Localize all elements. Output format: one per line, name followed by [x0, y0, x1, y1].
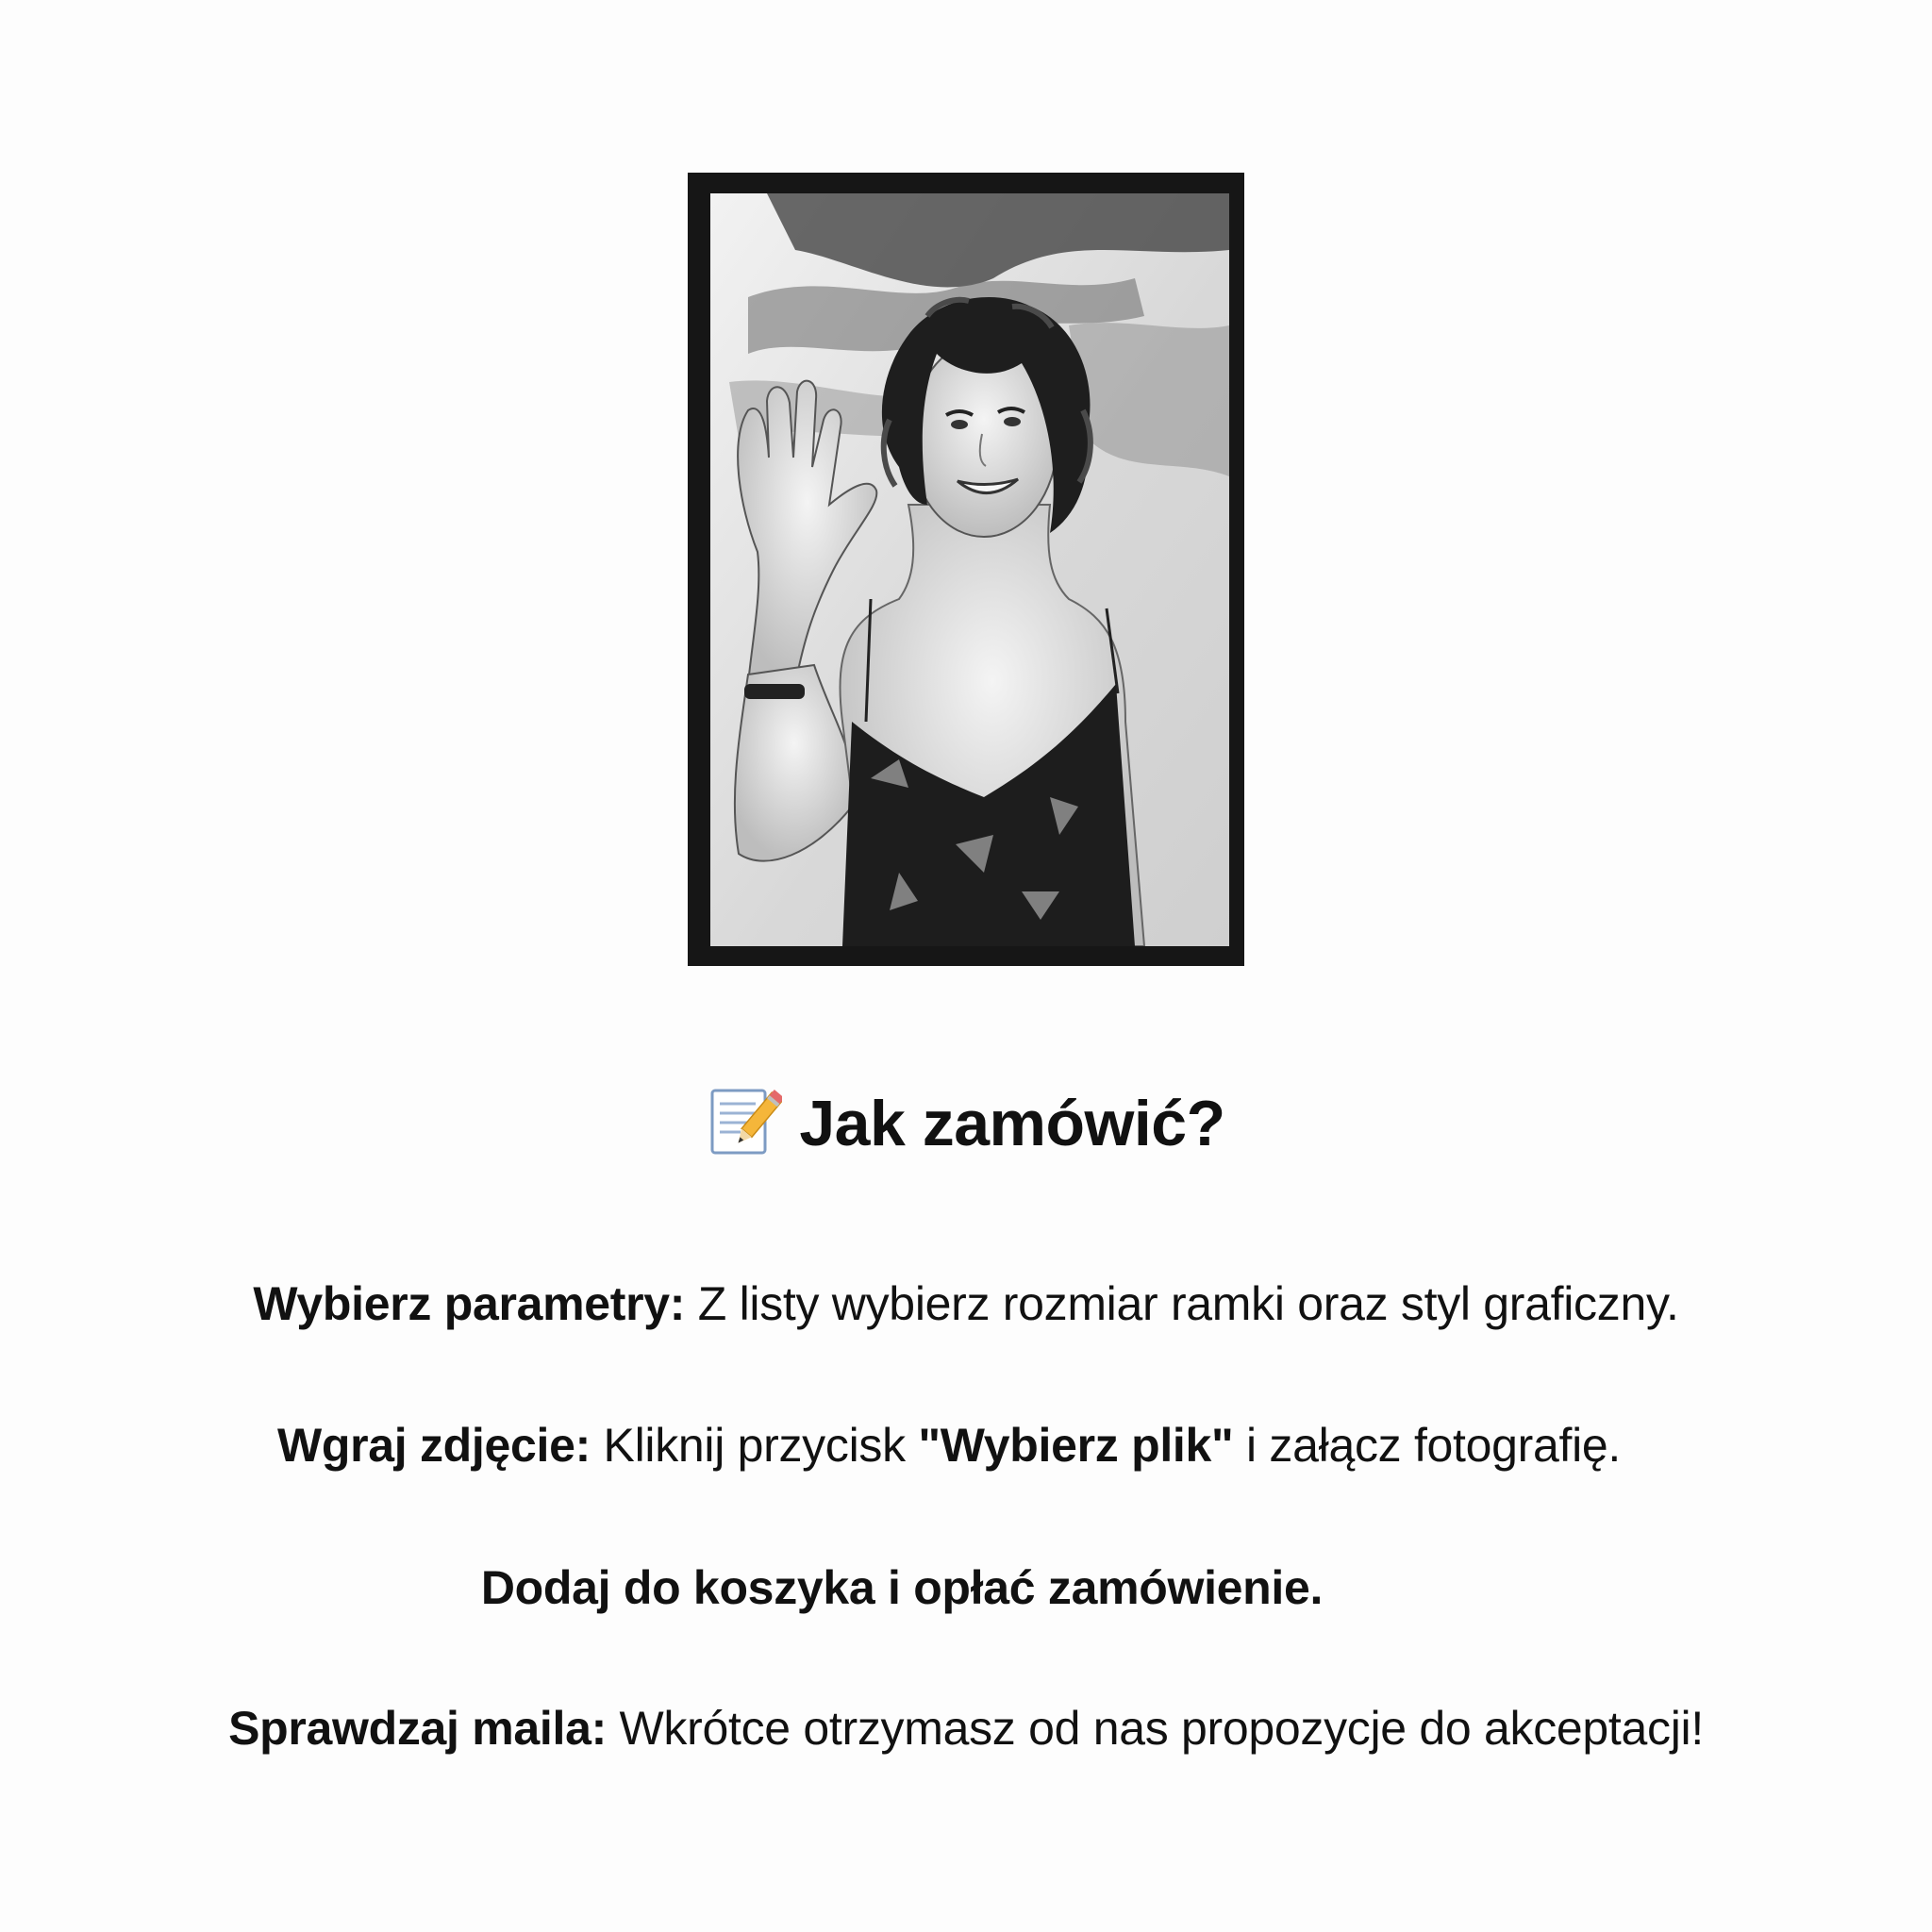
step-text: Kliknij przycisk: [590, 1419, 919, 1472]
step-text: Wkrótce otrzymasz od nas propozycje do akceptacji!: [606, 1702, 1704, 1755]
step-check-email: [0, 1698, 1932, 1758]
step-choose-parameters: [0, 1274, 1932, 1334]
choose-file-reference: "Wybierz plik": [918, 1419, 1234, 1472]
step-text: Dodaj do koszyka i opłać zamówienie.: [480, 1561, 1324, 1614]
framed-portrait: [688, 173, 1244, 966]
step-label: Wgraj zdjęcie:: [276, 1419, 591, 1472]
step-text: Z listy wybierz rozmiar ramki oraz styl graficzny.: [685, 1277, 1679, 1330]
step-text: i załącz fotografię.: [1233, 1419, 1622, 1472]
page-heading: [0, 1083, 1932, 1164]
portrait-artwork-image: [710, 193, 1229, 946]
step-upload-photo: [0, 1415, 1915, 1475]
memo-pencil-icon: [707, 1083, 782, 1158]
step-label: Sprawdzaj maila:: [228, 1702, 607, 1755]
heading-text: Jak zamówić?: [799, 1088, 1225, 1159]
step-add-to-cart: [0, 1557, 1868, 1618]
step-label: Wybierz parametry:: [253, 1277, 686, 1330]
